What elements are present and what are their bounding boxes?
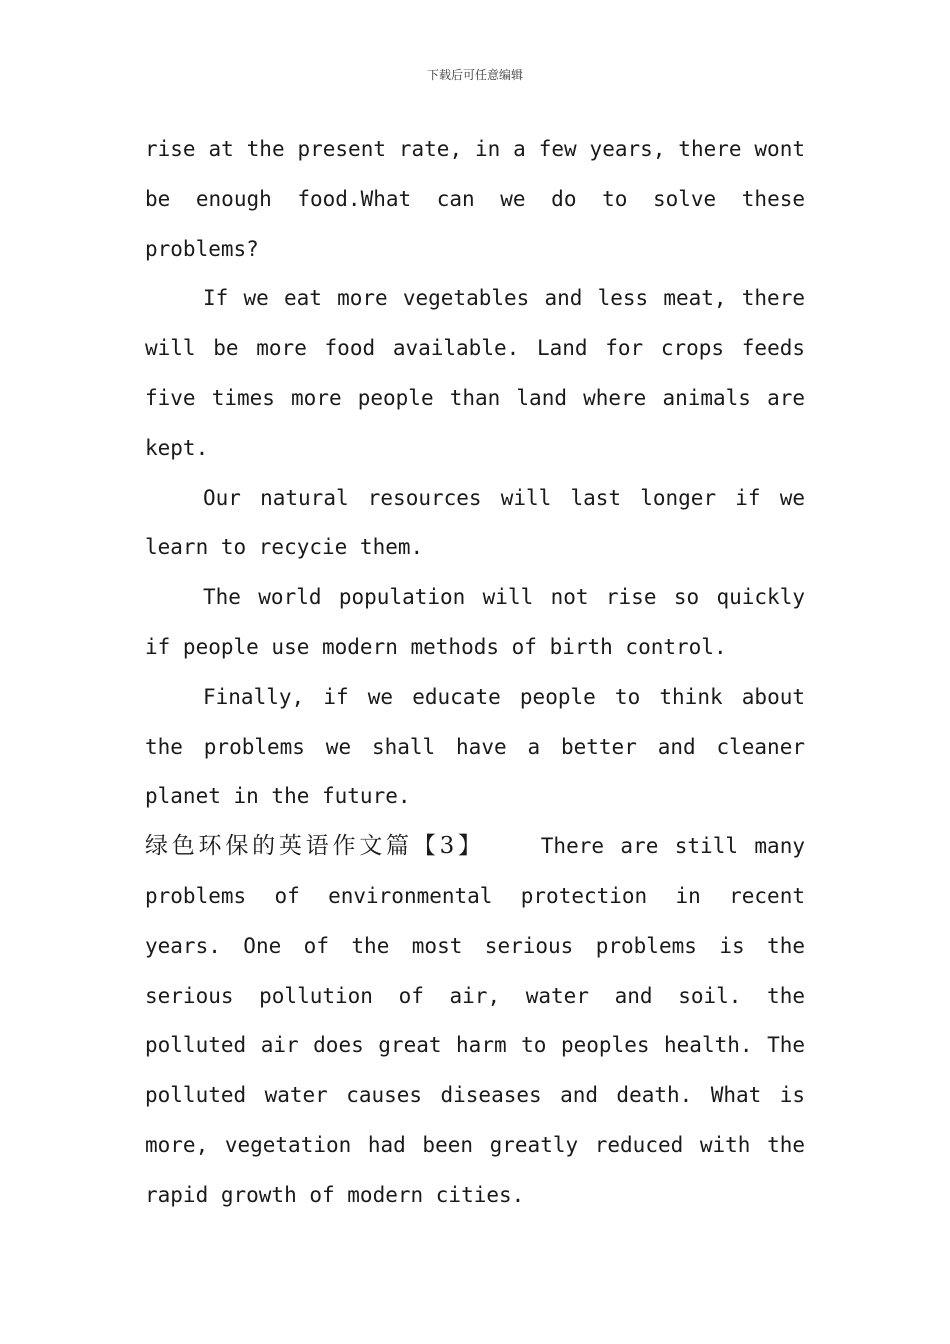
paragraph-resources: Our natural resources will last longer if we learn to recycie them. (145, 485, 805, 560)
paragraph-vegetables: If we eat more vegetables and less meat, there will be more food available. Land for crops feeds five times more people than land where animals are kept. (145, 286, 805, 460)
page-header: 下载后可任意编辑 (426, 68, 523, 82)
paragraph-section-3 (145, 822, 805, 1220)
document-body (145, 125, 805, 1221)
paragraph-conclusion: Finally, if we educate people to think about the problems we shall have a better and cleaner planet in the future. (145, 684, 805, 809)
paragraph-continuation: rise at the present rate, in a few years, there wont be enough food.What can we do to solve these problems? (145, 137, 805, 261)
section-heading: 绿色环保的英语作文篇【3】 (145, 833, 485, 860)
section-3-text: There are still many problems of environmental protection in recent years. One of the most serious problems is the serious pollution of air, water and soil. the polluted air does great harm to peoples health. The polluted water causes diseases and death. What is more, vegetation had been greatly reduced with the rapid growth of modern cities. (145, 834, 805, 1207)
paragraph-population: The world population will not rise so quickly if people use modern methods of birth control. (145, 585, 805, 659)
